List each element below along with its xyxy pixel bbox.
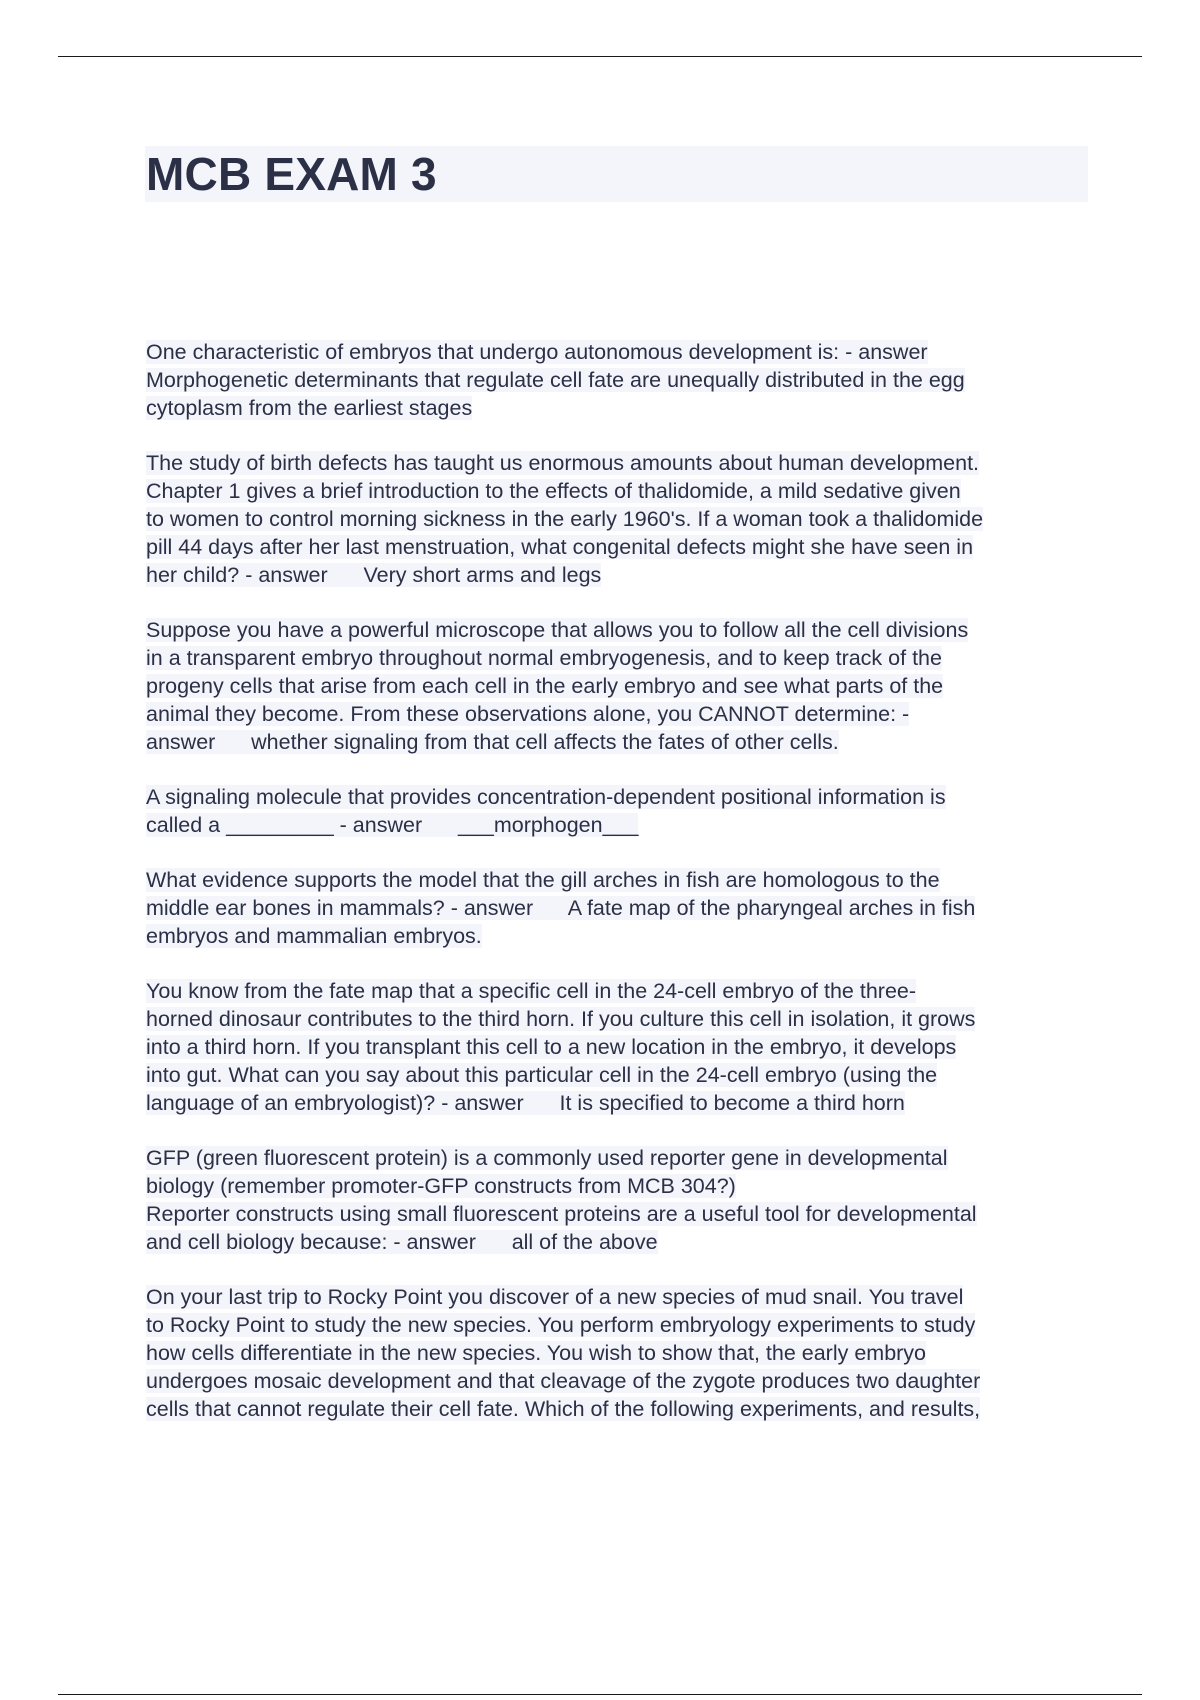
- qa-item: [146, 977, 1096, 1117]
- bottom-rule: [58, 1694, 1142, 1695]
- qa-line: answer whether signaling from that cell affects the fates of other cells.: [146, 730, 839, 754]
- qa-line: her child? - answer Very short arms and legs: [146, 563, 602, 587]
- qa-item: [146, 783, 1096, 839]
- qa-line: cells that cannot regulate their cell fate. Which of the following experiments, and results,: [146, 1397, 981, 1421]
- qa-line: language of an embryologist)? - answer It is specified to become a third horn: [146, 1091, 905, 1115]
- qa-line: Reporter constructs using small fluorescent proteins are a useful tool for developmental: [146, 1202, 977, 1226]
- qa-list: [146, 338, 1096, 1450]
- qa-item: [146, 616, 1096, 756]
- qa-line: A signaling molecule that provides concentration-dependent positional information is: [146, 785, 946, 809]
- qa-line: called a _________ - answer ___morphogen___: [146, 813, 639, 837]
- qa-line: The study of birth defects has taught us enormous amounts about human development.: [146, 451, 980, 475]
- qa-line: embryos and mammalian embryos.: [146, 924, 482, 948]
- qa-line: Suppose you have a powerful microscope that allows you to follow all the cell divisions: [146, 618, 969, 642]
- top-rule: [58, 56, 1142, 57]
- qa-line: in a transparent embryo throughout normal embryogenesis, and to keep track of the: [146, 646, 942, 670]
- qa-line: middle ear bones in mammals? - answer A fate map of the pharyngeal arches in fish: [146, 896, 976, 920]
- qa-line: into a third horn. If you transplant this cell to a new location in the embryo, it develops: [146, 1035, 957, 1059]
- qa-item: [146, 1283, 1096, 1423]
- qa-line: to Rocky Point to study the new species. You perform embryology experiments to study: [146, 1313, 976, 1337]
- qa-line: On your last trip to Rocky Point you discover of a new species of mud snail. You travel: [146, 1285, 964, 1309]
- qa-line: biology (remember promoter-GFP constructs from MCB 304?): [146, 1174, 736, 1198]
- qa-item: [146, 449, 1096, 589]
- qa-line: GFP (green fluorescent protein) is a commonly used reporter gene in developmental: [146, 1146, 948, 1170]
- qa-line: You know from the fate map that a specific cell in the 24-cell embryo of the three-: [146, 979, 917, 1003]
- qa-line: progeny cells that arise from each cell in the early embryo and see what parts of the: [146, 674, 944, 698]
- qa-line: One characteristic of embryos that undergo autonomous development is: - answer: [146, 340, 928, 364]
- qa-item: [146, 338, 1096, 422]
- qa-line: how cells differentiate in the new species. You wish to show that, the early embryo: [146, 1341, 927, 1365]
- qa-line: into gut. What can you say about this particular cell in the 24-cell embryo (using the: [146, 1063, 938, 1087]
- qa-item: [146, 1144, 1096, 1256]
- qa-line: pill 44 days after her last menstruation, what congenital defects might she have seen in: [146, 535, 974, 559]
- qa-line: What evidence supports the model that the gill arches in fish are homologous to the: [146, 868, 940, 892]
- qa-line: undergoes mosaic development and that cleavage of the zygote produces two daughter: [146, 1369, 981, 1393]
- qa-line: horned dinosaur contributes to the third horn. If you culture this cell in isolation, it grows: [146, 1007, 976, 1031]
- qa-line: Morphogenetic determinants that regulate cell fate are unequally distributed in the egg: [146, 368, 965, 392]
- qa-line: animal they become. From these observations alone, you CANNOT determine: -: [146, 702, 910, 726]
- qa-line: and cell biology because: - answer all of the above: [146, 1230, 658, 1254]
- qa-line: to women to control morning sickness in the early 1960's. If a woman took a thalidomide: [146, 507, 984, 531]
- page-title: MCB EXAM 3: [146, 148, 437, 200]
- qa-line: cytoplasm from the earliest stages: [146, 396, 473, 420]
- qa-item: [146, 866, 1096, 950]
- qa-line: Chapter 1 gives a brief introduction to the effects of thalidomide, a mild sedative given: [146, 479, 961, 503]
